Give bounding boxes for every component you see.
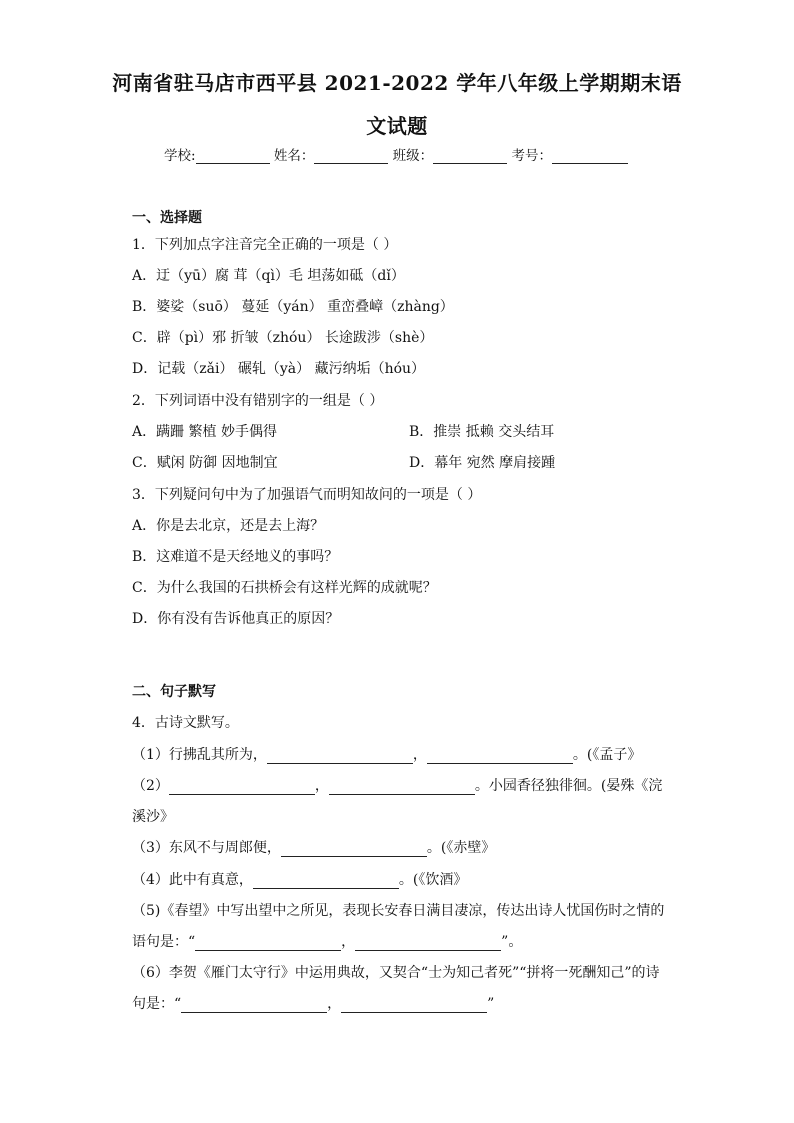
name-label: 姓名： (273, 148, 315, 164)
q4-item-3 (132, 837, 495, 857)
q4-3-blank[interactable] (281, 842, 427, 857)
q3-stem: 3．下列疑问句中为了加强语气而明知故问的一项是（ ） (132, 487, 482, 503)
class-blank[interactable] (433, 149, 507, 164)
q4-4-blank[interactable] (253, 874, 399, 889)
q3-option-a[interactable]: A．你是去北京，还是去上海？ (132, 518, 325, 534)
q4-item-5-cont (132, 931, 522, 951)
q4-1-text: （1）行拂乱其所为， (132, 747, 267, 763)
school-blank[interactable] (196, 149, 270, 164)
number-blank[interactable] (552, 149, 628, 164)
q4-4-text: （4）此中有真意， (132, 872, 253, 888)
q2-stem: 2．下列词语中没有错别字的一组是（ ） (132, 393, 384, 409)
q4-6-comma: ， (327, 996, 342, 1012)
q4-5-lead: 语句是：“ (132, 934, 196, 950)
q4-2-text: （2） (132, 778, 169, 794)
exam-title-line1: 河南省驻马店市西平县 2021-2022 学年八年级上学期期末语 (112, 71, 682, 95)
q4-5-comma: ， (341, 934, 356, 950)
q4-1-blank-1[interactable] (267, 749, 413, 764)
q2-option-d[interactable]: D．幕年 宛然 摩肩接踵 (409, 455, 556, 471)
q4-6-end: ” (487, 996, 495, 1012)
q4-1-comma: ， (412, 747, 427, 763)
q4-5-end: ”。 (501, 934, 523, 950)
q4-item-2-cont: 溪沙》 (132, 809, 174, 825)
q4-item-1 (132, 744, 641, 764)
name-blank[interactable] (314, 149, 388, 164)
q1-stem: 1．下列加点字注音完全正确的一项是（ ） (132, 237, 398, 253)
q4-item-6: （6）李贺《雁门太守行》中运用典故，又契合“士为知己者死”“拼将一死酬知己”的诗 (132, 965, 660, 981)
q4-5-blank-1[interactable] (195, 936, 341, 951)
class-label: 班级： (392, 148, 434, 164)
q1-option-a[interactable]: A．迂（yū）腐 茸（qì）毛 坦荡如砥（dǐ） (132, 268, 405, 284)
q1-option-c[interactable]: C．辟（pì）邪 折皱（zhóu） 长途跋涉（shè） (132, 330, 434, 346)
q3-option-c[interactable]: C．为什么我国的石拱桥会有这样光辉的成就呢？ (132, 580, 437, 596)
q4-6-lead: 句是：“ (132, 996, 182, 1012)
section2-heading: 二、句子默写 (132, 684, 216, 700)
q4-1-blank-2[interactable] (427, 749, 573, 764)
q4-stem: 4．古诗文默写。 (132, 715, 239, 731)
q4-item-6-cont (132, 993, 494, 1013)
q1-option-b[interactable]: B．婆娑（suō） 蔓延（yán） 重峦叠嶂（zhàng） (132, 299, 454, 315)
exam-title-line2: 文试题 (366, 114, 428, 138)
q4-item-5: （5)《春望》中写出望中之所见，表现长安春日满目凄凉，传达出诗人忧国伤时之情的 (132, 903, 665, 919)
q4-1-source: 。(《孟子》 (572, 747, 642, 763)
school-label: 学校: (164, 148, 196, 164)
q4-3-text: （3）东风不与周郎便， (132, 840, 281, 856)
q4-6-blank-2[interactable] (341, 998, 487, 1013)
q1-option-d[interactable]: D．记载（zǎi） 碾轧（yà） 藏污纳垢（hóu） (132, 361, 426, 377)
student-info-row (164, 144, 628, 164)
q3-option-b[interactable]: B．这难道不是天经地义的事吗？ (132, 549, 339, 565)
q4-2-comma: ， (314, 778, 329, 794)
q2-option-a[interactable]: A．蹒跚 繁植 妙手偶得 (132, 424, 278, 440)
q2-option-b[interactable]: B．推崇 抵赖 交头结耳 (409, 424, 555, 440)
q4-4-source: 。(《饮酒》 (398, 872, 468, 888)
q4-2-source: 。小园香径独徘徊。(晏殊《浣 (474, 778, 663, 794)
q4-6-blank-1[interactable] (181, 998, 327, 1013)
q2-option-c[interactable]: C．赋闲 防御 因地制宜 (132, 455, 278, 471)
q4-5-blank-2[interactable] (355, 936, 501, 951)
q3-option-d[interactable]: D．你有没有告诉他真正的原因？ (132, 611, 340, 627)
q4-item-2 (132, 775, 662, 795)
q4-item-4 (132, 869, 467, 889)
q4-2-blank-1[interactable] (169, 780, 315, 795)
q4-2-blank-2[interactable] (329, 780, 475, 795)
q4-3-source: 。(《赤壁》 (426, 840, 496, 856)
number-label: 考号： (511, 148, 552, 164)
section1-heading: 一、选择题 (132, 210, 202, 226)
